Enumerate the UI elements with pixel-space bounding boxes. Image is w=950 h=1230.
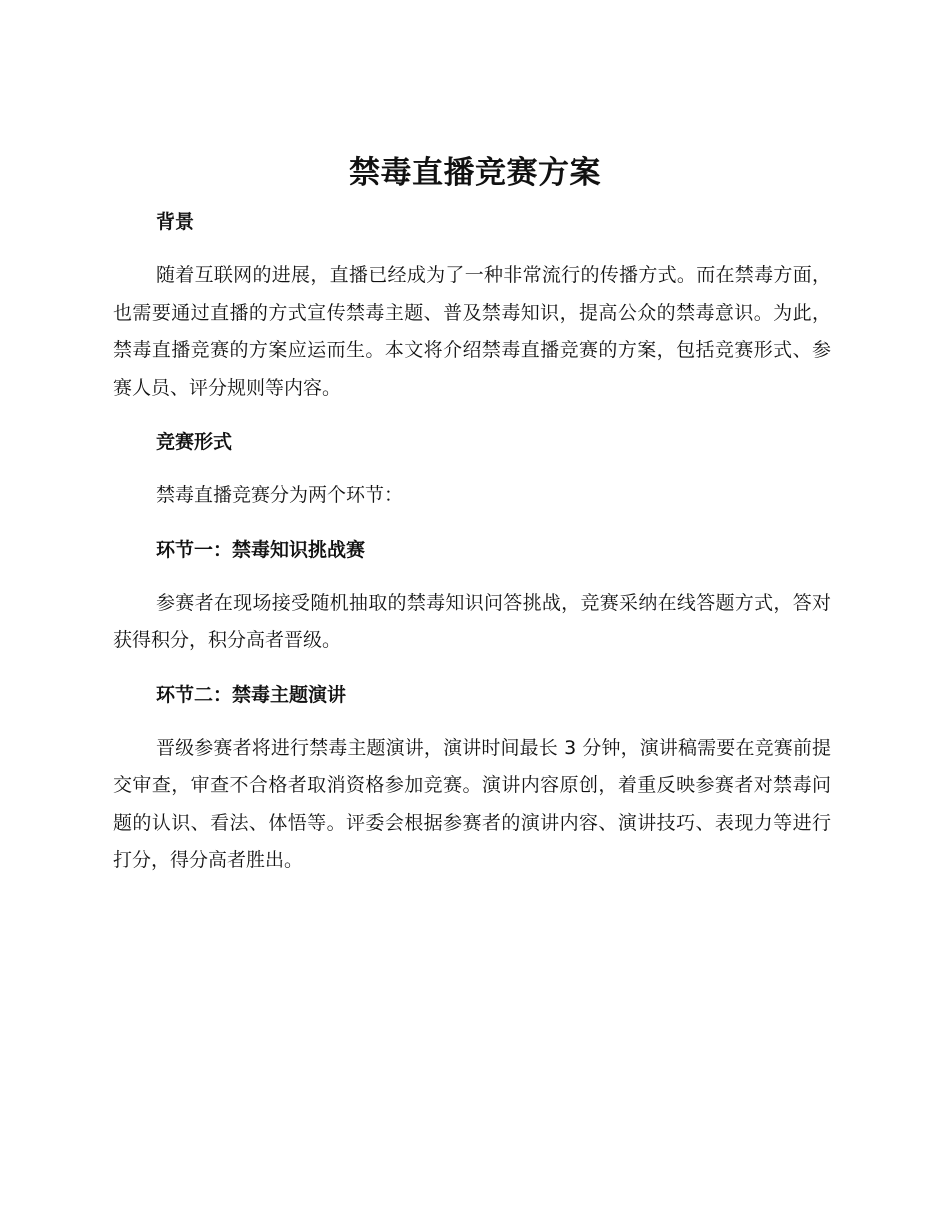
section-paragraph-round-two: 晋级参赛者将进行禁毒主题演讲，演讲时间最长 3 分钟，演讲稿需要在竞赛前提交审查，审查不合格者取消资格参加竞赛。演讲内容原创，着重反映参赛者对禁毒问题的认识、看法、体悟等。评委会根据参赛者的演讲内容、演讲技巧、表现力等进行打分，得分高者胜出。 bbox=[113, 736, 831, 871]
section-paragraph-format: 禁毒直播竞赛分为两个环节： bbox=[156, 484, 404, 506]
section-heading-format: 竞赛形式 bbox=[156, 431, 233, 453]
section-heading-background: 背景 bbox=[156, 211, 195, 233]
section-paragraph-background: 随着互联网的进展，直播已经成为了一种非常流行的传播方式。而在禁毒方面，也需要通过直播的方式宣传禁毒主题、普及禁毒知识，提高公众的禁毒意识。为此，禁毒直播竞赛的方案应运而生。本文将介绍禁毒直播竞赛的方案，包括竞赛形式、参赛人员、评分规则等内容。 bbox=[113, 264, 831, 399]
document-body bbox=[113, 200, 831, 880]
document-title: 禁毒直播竞赛方案 bbox=[349, 155, 601, 191]
section-paragraph-round-one: 参赛者在现场接受随机抽取的禁毒知识问答挑战，竞赛采纳在线答题方式，答对获得积分，积分高者晋级。 bbox=[113, 591, 831, 651]
section-heading-round-one: 环节一：禁毒知识挑战赛 bbox=[156, 538, 366, 561]
section-heading-round-two: 环节二：禁毒主题演讲 bbox=[156, 683, 347, 706]
